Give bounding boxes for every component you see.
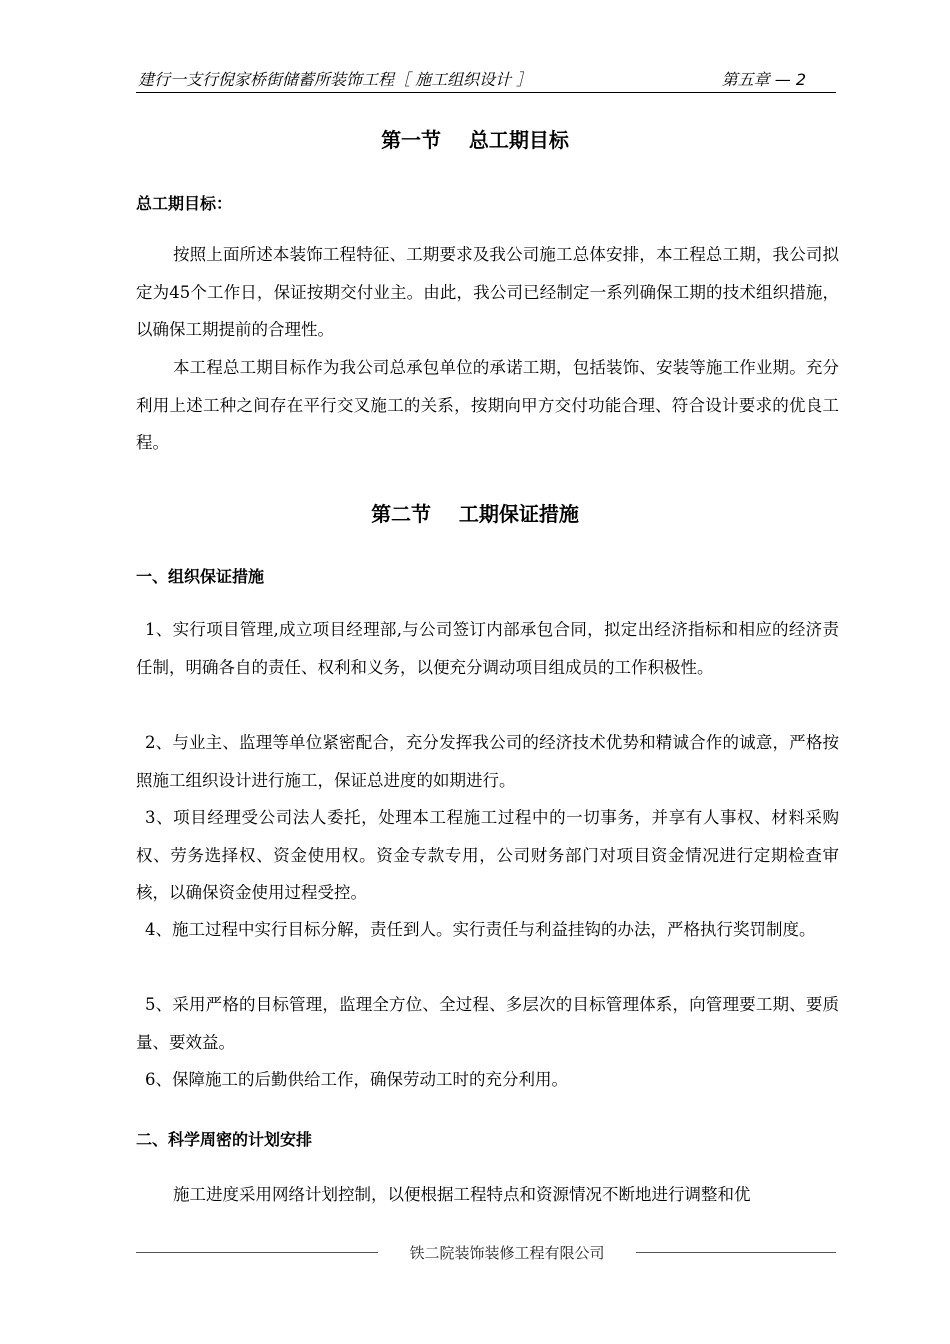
footer-company-name: 铁二院装饰装修工程有限公司: [409, 1244, 605, 1262]
footer-rule-left: [136, 1252, 378, 1253]
list-item-3: 3、项目经理受公司法人委托，处理本工程施工过程中的一切事务，并享有人事权、材料采购权、劳务选择权、资金使用权。资金专款专用，公司财务部门对项目资金情况进行定期检查审核，以确保资金使用过程受控。: [136, 808, 839, 902]
section-1-paragraph-1: 按照上面所述本装饰工程特征、工期要求及我公司施工总体安排，本工程总工期，我公司拟定为45个工作日，保证按期交付业主。由此，我公司已经制定一系列确保工期的技术组织措施，以确保工期提前的合理性。: [136, 245, 839, 339]
list-item-2: 2、与业主、监理等单位紧密配合，充分发挥我公司的经济技术优势和精诚合作的诚意，严格按照施工组织设计进行施工，保证总进度的如期进行。: [136, 733, 839, 790]
subsection-1-heading: 一、组织保证措施: [136, 567, 265, 586]
list-item-4: 4、施工过程中实行目标分解，责任到人。实行责任与利益挂钩的办法，严格执行奖罚制度。: [145, 920, 816, 939]
section-2-title: 第二节 工期保证措施: [371, 502, 579, 526]
section-1-paragraph-2: 本工程总工期目标作为我公司总承包单位的承诺工期，包括装饰、安装等施工作业期。充分利用上述工种之间存在平行交叉施工的关系，按期向甲方交付功能合理、符合设计要求的优良工程。: [136, 358, 839, 452]
subsection-2-heading: 二、科学周密的计划安排: [136, 1130, 313, 1149]
section-1-subheading: 总工期目标：: [136, 194, 233, 213]
header-chapter-page: 第五章 — 2: [721, 70, 806, 89]
subsection-2-paragraph: 施工进度采用网络计划控制，以便根据工程特点和资源情况不断地进行调整和优: [173, 1185, 751, 1204]
list-item-6: 6、保障施工的后勤供给工作，确保劳动工时的充分利用。: [145, 1070, 568, 1089]
page-footer: [136, 1242, 836, 1263]
header-document-title: 建行一支行倪家桥街储蓄所装饰工程［ 施工组织设计 ］: [138, 70, 533, 89]
page-header: [136, 64, 836, 93]
section-1-title: 第一节 总工期目标: [381, 128, 569, 152]
list-item-1: 1、实行项目管理,成立项目经理部,与公司签订内部承包合同，拟定出经济指标和相应的经济责任制，明确各自的责任、权利和义务，以便充分调动项目组成员的工作积极性。: [136, 620, 839, 677]
footer-rule-right: [636, 1252, 836, 1253]
list-item-5: 5、采用严格的目标管理，监理全方位、全过程、多层次的目标管理体系，向管理要工期、要质量、要效益。: [136, 995, 839, 1052]
